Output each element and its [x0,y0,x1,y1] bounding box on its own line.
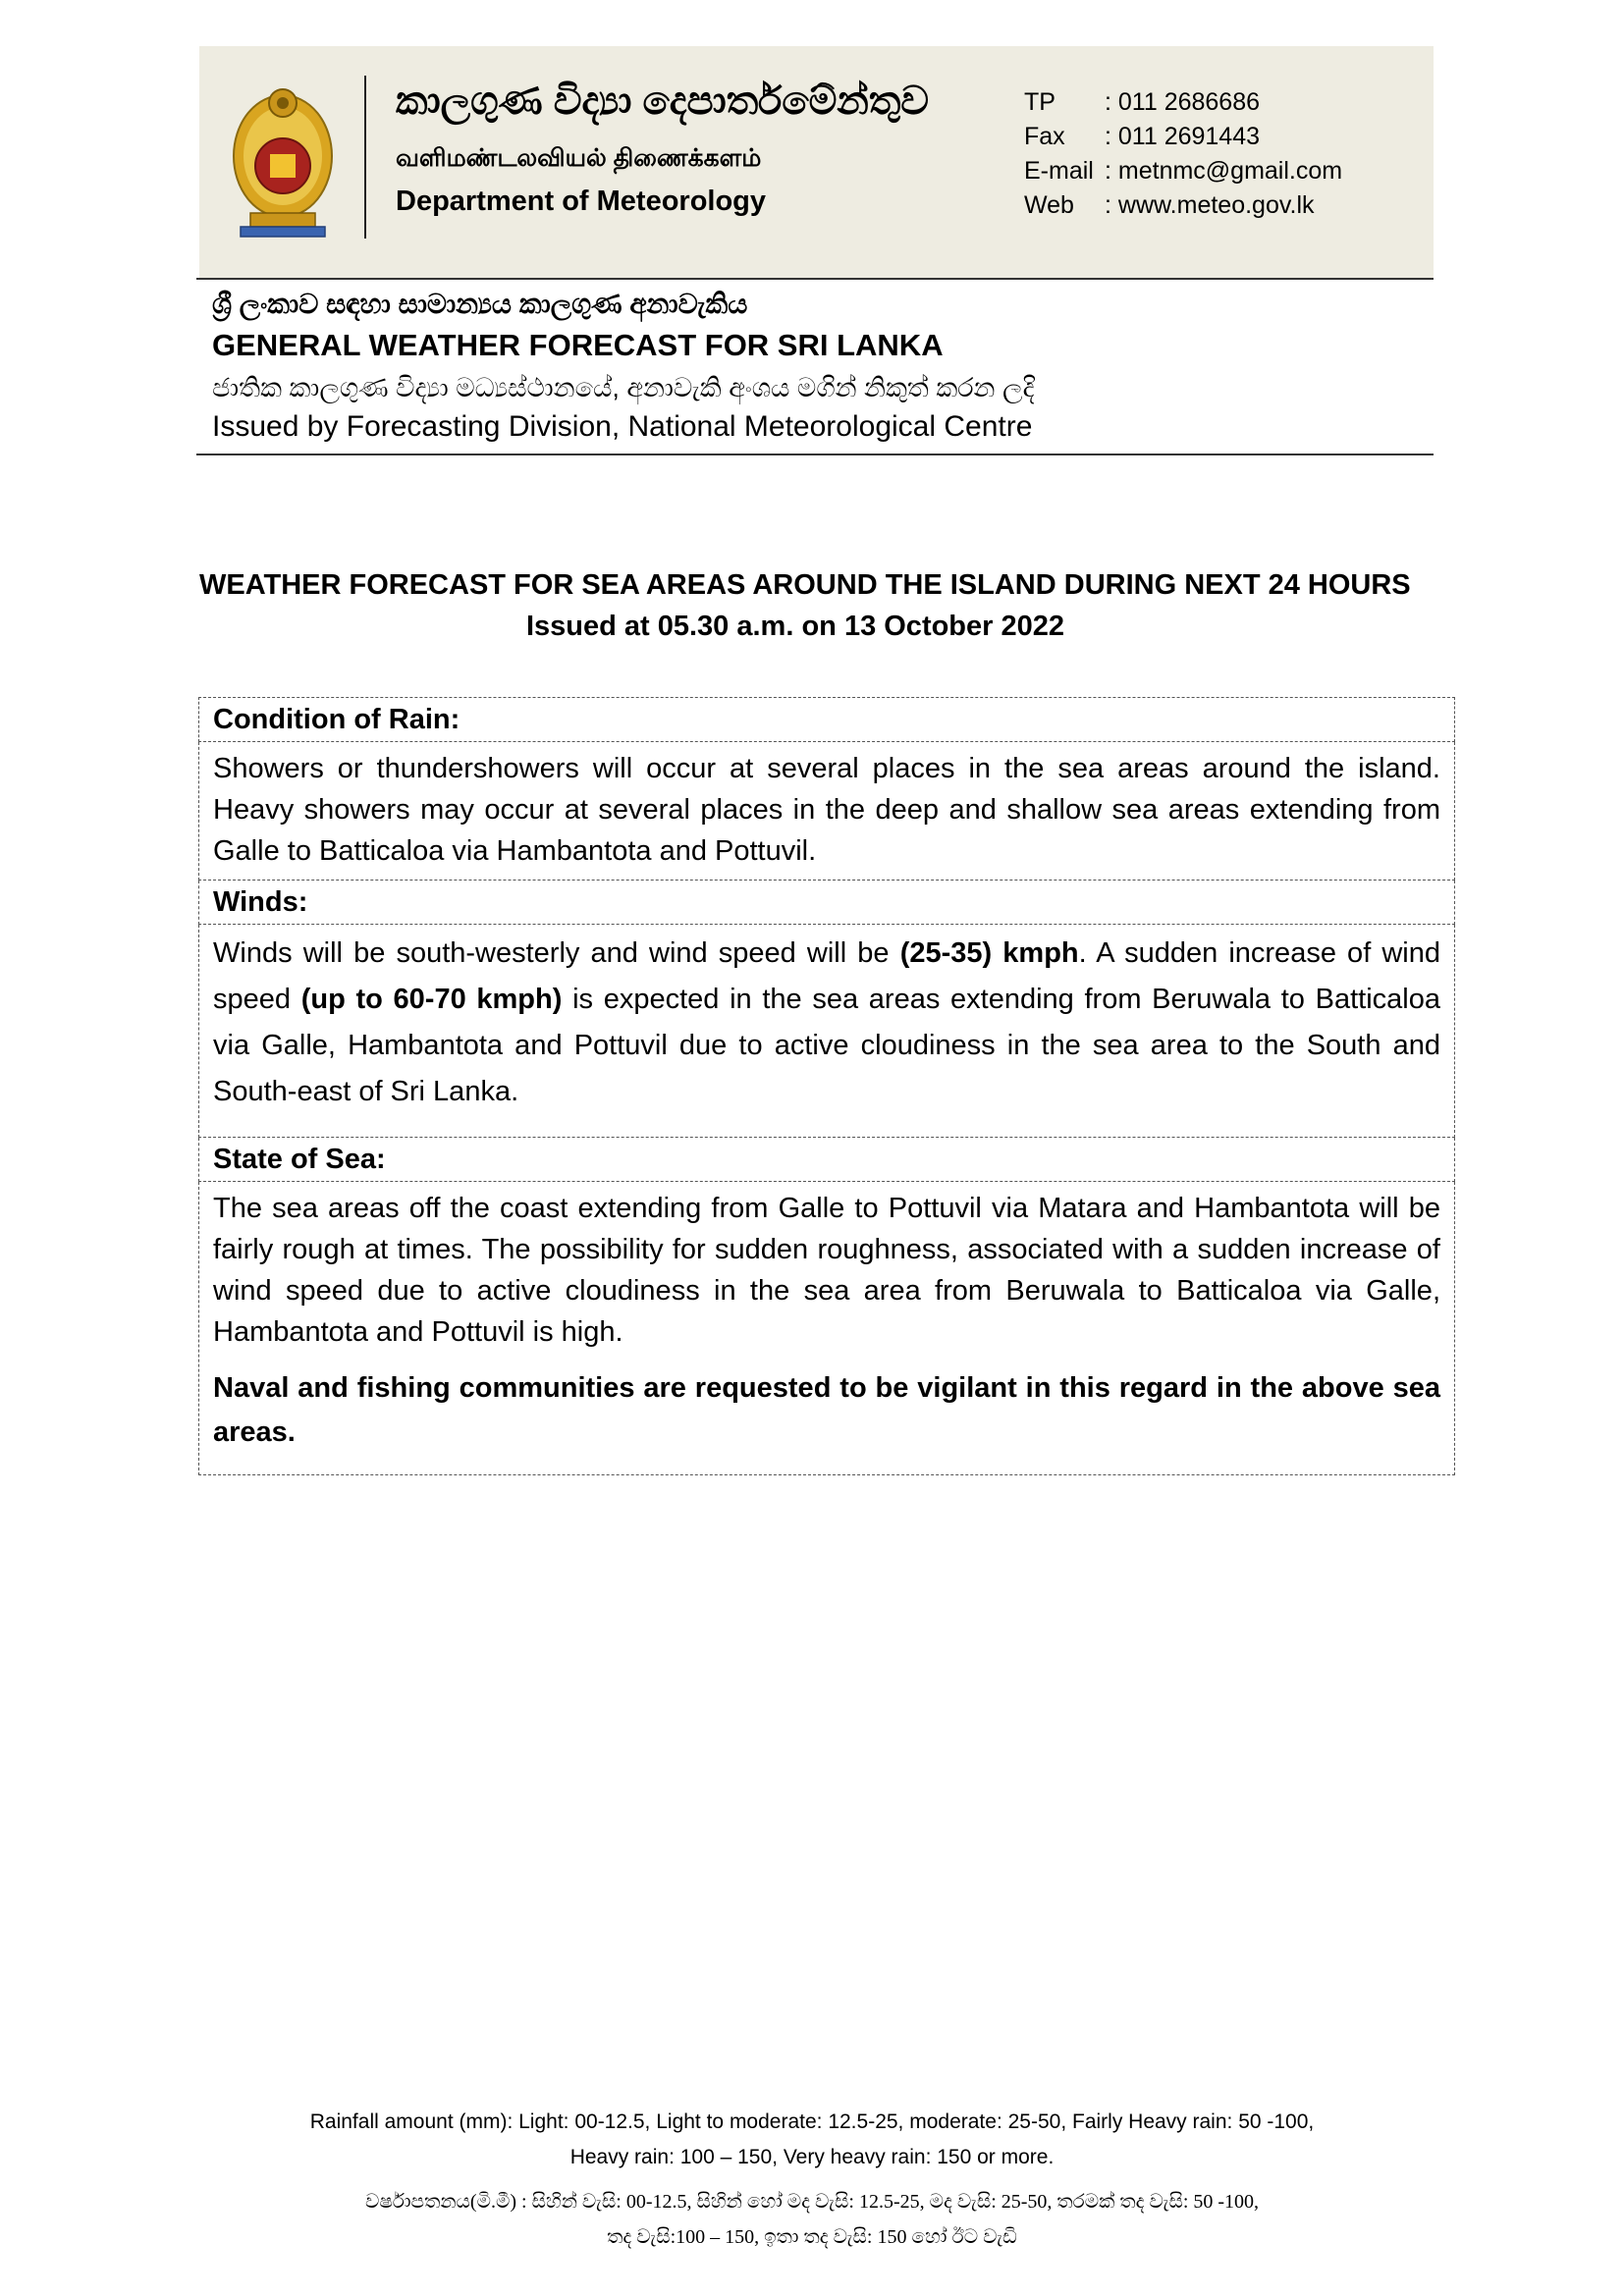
sea-heading: State of Sea: [199,1138,1455,1182]
rainfall-legend-line-2: Heavy rain: 100 – 150, Very heavy rain: 150 or more. [569,2146,1055,2168]
header-rule-bottom [196,454,1434,455]
general-forecast-title-sinhala: ශ්‍රී ලංකාව සඳහා සාමාන්‍යය කාලගුණ අනාවැකිය [212,289,748,319]
contact-value: : metnmc@gmail.com [1105,157,1343,185]
contact-value: : 011 2686686 [1105,88,1261,116]
rainfall-legend-sinhala-line-1: වර්ෂාපතනය(මි.මී) : සිහින් වැසි: 00-12.5, සිහින් හෝ මද වැසි: 12.5-25, මද වැසි: 25-50, තරමක් තද වැසි: 50 -100, [364,2191,1260,2213]
forecast-title: WEATHER FORECAST FOR SEA AREAS AROUND THE ISLAND DURING NEXT 24 HOURS [199,569,1411,601]
sea-text: The sea areas off the coast extending from Galle to Pottuvil via Matara and Hambantota will be fairly rough at times. The possibility for sudden roughness, associated with a sudden increase of wind speed due to active cloudiness in the sea area from Beruwala to Batticaloa via Galle, Hambantota and Pottuvil is high. [213,1193,1440,1348]
winds-text-part: Winds will be south-westerly and wind speed will be [213,937,900,969]
forecast-issued-time: Issued at 05.30 a.m. on 13 October 2022 [525,611,1065,642]
wind-speed-normal: (25-35) kmph [899,937,1079,969]
winds-text-part: . A sudden increase of wind speed [213,937,1441,1015]
contact-value: : www.meteo.gov.lk [1105,191,1315,219]
letterhead [199,46,1434,278]
header-rule-top [196,278,1434,280]
contact-row-fax [1024,120,1342,154]
winds-heading: Winds: [199,881,1455,925]
contact-info [1024,85,1342,223]
general-forecast-title: GENERAL WEATHER FORECAST FOR SRI LANKA [212,328,944,362]
contact-row-tp [1024,85,1342,120]
sea-forecast-table [198,697,1455,1475]
rain-text: Showers or thundershowers will occur at several places in the sea areas around the island. Heavy showers may occur at several places in the deep and shallow sea areas extending from Galle to Batticaloa via Hambantota and Pottuvil. [199,742,1455,881]
rain-heading: Condition of Rain: [199,698,1455,742]
dept-name-sinhala: කාලගුණ විද්‍යා දෙපාර්තමේන්තුව [396,80,930,123]
contact-value: : 011 2691443 [1105,123,1261,150]
contact-label: Fax [1024,123,1065,150]
sri-lanka-emblem-icon [229,76,337,242]
dept-name-english: Department of Meteorology [396,186,767,217]
rainfall-legend-sinhala-line-2: තද වැසි:100 – 150, ඉතා තද වැසි: 150 හෝ ඊට වැඩි [607,2226,1017,2248]
contact-row-web [1024,188,1342,223]
contact-label: Web [1024,191,1074,219]
contact-row-email [1024,154,1342,188]
dept-name-tamil: வளிமண்டலவியல் திணைக்களம் [396,144,762,172]
issued-by: Issued by Forecasting Division, National Meteorological Centre [212,410,1033,443]
header-divider [364,76,366,239]
wind-speed-gust: (up to 60-70 kmph) [300,984,563,1015]
sea-cell [199,1182,1455,1475]
advisory-text: Naval and fishing communities are requested to be vigilant in this regard in the above sea areas. [213,1372,1440,1448]
contact-label: E-mail [1024,157,1094,185]
rainfall-legend-line-1: Rainfall amount (mm): Light: 00-12.5, Light to moderate: 12.5-25, moderate: 25-50, Fairly Heavy rain: 50 -100, [309,2110,1315,2133]
winds-text [213,931,1440,1115]
winds-text-part: is expected in the sea areas extending from Beruwala to Batticaloa via Galle, Hambantota and Pottuvil due to active cloudiness in the sea area to the South and South-east of Sri Lanka. [213,984,1440,1107]
issued-by-sinhala: ජාතික කාලගුණ විද්‍යා මධ්‍යස්ථානයේ, අනාවැකි අංශය මගින් නිකුත් කරන ලදි [212,373,1035,402]
winds-cell [199,925,1455,1138]
contact-label: TP [1024,88,1056,116]
